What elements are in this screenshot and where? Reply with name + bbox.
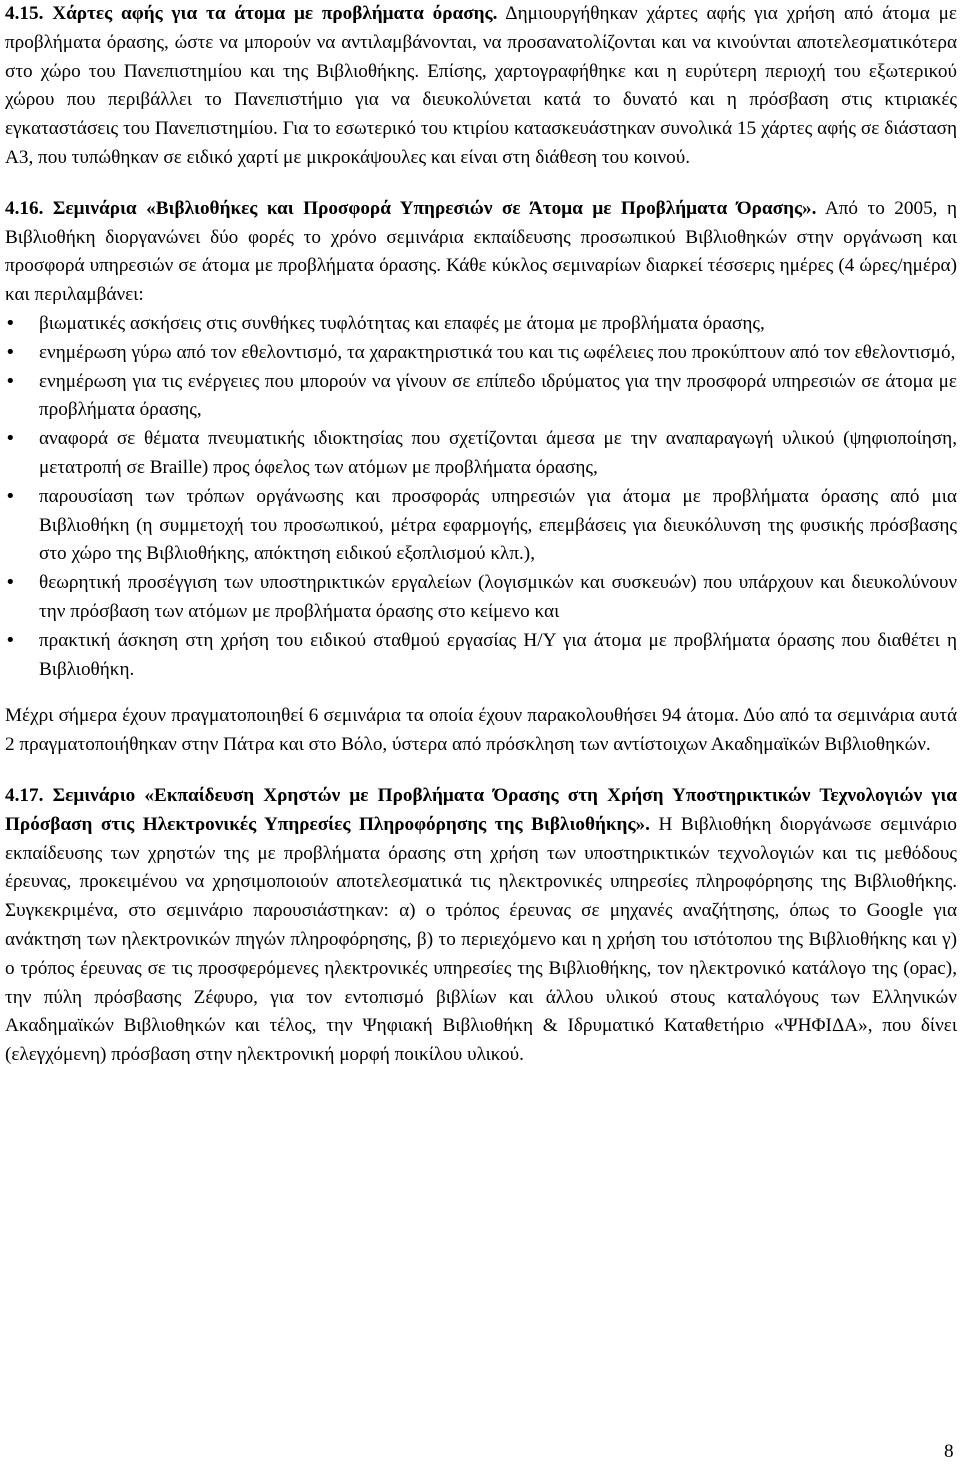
section-4-15-heading: 4.15. Χάρτες αφής για τα άτομα με προβλήματα όρασης. [5, 3, 498, 24]
section-4-15-body: Δημιουργήθηκαν χάρτες αφής για χρήση από άτομα με προβλήματα όρασης, ώστε να μπορούν να αντιλαμβάνονται, να προσανατολίζονται και να κινούνται αποτελεσματικότερα στο χώρο του Πανεπιστημίου και της Βιβλιοθήκης. Επίσης, χαρτογραφήθηκε και η ευρύτερη περιοχή του εξωτερικού χώρου που περιβάλλει το Πανεπιστήμιο για να διευκολύνεται κατά το δυνατό και η πρόσβαση στις κτιριακές εγκαταστάσεις του Πανεπιστημίου. Για το εσωτερικό του κτιρίου κατασκευάστηκαν συνολικά 15 χάρτες αφής σε διάσταση Α3, που τυπώθηκαν σε ειδικό χαρτί με μικροκάψουλες και είναι στη διάθεση του κοινού. [5, 3, 957, 168]
section-4-15 [5, 0, 957, 173]
seminars-summary: Μέχρι σήμερα έχουν πραγματοποιηθεί 6 σεμινάρια τα οποία έχουν παρακολουθήσει 94 άτομα. Δύο από τα σεμινάρια αυτά 2 πραγματοποιήθηκαν στην Πάτρα και στο Βόλο, ύστερα από πρόσκληση των αντίστοιχων Ακαδημαϊκών Βιβλιοθηκών. [5, 705, 957, 756]
section-4-17-body: Η Βιβλιοθήκη διοργάνωσε σεμινάριο εκπαίδευσης των χρηστών της με προβλήματα όρασης στη χρήση των υποστηρικτικών τεχνολογιών και τις μεθόδους έρευνας, προκειμένου να χρησιμοποιούν αποτελεσματικά τις ηλεκτρονικές υπηρεσίες πληροφόρησης της Βιβλιοθήκης. Συγκεκριμένα, στο σεμινάριο παρουσιάστηκαν: α) ο τρόπος έρευνας σε μηχανές αναζήτησης, όπως το Google για ανάκτηση των ηλεκτρονικών πηγών πληροφόρησης, β) το περιεχόμενο και η χρήση του ιστότοπου της Βιβλιοθήκης και γ) ο τρόπος έρευνας σε τις προσφερόμενες ηλεκτρονικές υπηρεσίες της Βιβλιοθήκης, τον ηλεκτρονικό κατάλογο της (opac), την πύλη πρόσβασης Ζέφυρο, για τον εντοπισμό βιβλίων και άλλου υλικού στους καταλόγους των Ελληνικών Ακαδημαϊκών Βιβλιοθηκών και τέλος, την Ψηφιακή Βιβλιοθήκη & Ιδρυματικό Καταθετήριο «ΨΗΦΙΔΑ», που δίνει (ελεγχόμενη) πρόσβαση στην ηλεκτρονική μορφή ποικίλου υλικού. [5, 813, 957, 1066]
section-4-17-heading: 4.17. Σεμινάριο «Εκπαίδευση Χρηστών με Προβλήματα Όρασης στη Χρήση Υποστηρικτικών Τεχνολογιών για Πρόσβαση στις Ηλεκτρονικές Υπηρεσίες Πληροφόρησης της Βιβλιοθήκης». [5, 784, 957, 835]
section-4-16 [5, 195, 957, 310]
list-item: • βιωματικές ασκήσεις στις συνθήκες τυφλότητας και επαφές με άτομα με προβλήματα όρασης, [5, 310, 957, 339]
page-number: 8 [944, 1441, 954, 1462]
list-item: • παρουσίαση των τρόπων οργάνωσης και προσφοράς υπηρεσιών για άτομα με προβλήματα όρασης από μια Βιβλιοθήκη (η συμμετοχή του προσωπικού, μέτρα εφαρμογής, επεμβάσεις για διευκόλυνση της φυσικής πρόσβασης στο χώρο της Βιβλιοθήκης, απόκτηση ειδικού εξοπλισμού κλπ.), [5, 483, 957, 569]
section-4-17 [5, 782, 957, 1070]
list-item: • ενημέρωση γύρω από τον εθελοντισμό, τα χαρακτηριστικά του και τις ωφέλειες που προκύπτουν από τον εθελοντισμό, [5, 339, 957, 368]
list-item: • πρακτική άσκηση στη χρήση του ειδικού σταθμού εργασίας Η/Υ για άτομα με προβλήματα όρασης που διαθέτει η Βιβλιοθήκη. [5, 627, 957, 685]
document-page [5, 0, 957, 1070]
list-item: • ενημέρωση για τις ενέργειες που μπορούν να γίνουν σε επίπεδο ιδρύματος για την προσφορά υπηρεσιών σε άτομα με προβλήματα όρασης, [5, 368, 957, 426]
section-4-16-heading: 4.16. Σεμινάρια «Βιβλιοθήκες και Προσφορά Υπηρεσιών σε Άτομα με Προβλήματα Όρασης». [5, 197, 817, 219]
seminar-topics-list [5, 310, 957, 684]
list-item: • θεωρητική προσέγγιση των υποστηρικτικών εργαλείων (λογισμικών και συσκευών) που υπάρχουν και διευκολύνουν την πρόσβαση των ατόμων με προβλήματα όρασης στο κείμενο και [5, 569, 957, 627]
section-4-16-body: Από το 2005, η Βιβλιοθήκη διοργανώνει δύο φορές το χρόνο σεμινάρια εκπαίδευσης προσωπικού Βιβλιοθηκών στην οργάνωση και προσφορά υπηρεσιών σε άτομα με προβλήματα όρασης. Κάθε κύκλος σεμιναρίων διαρκεί τέσσερις ημέρες (4 ώρες/ημέρα) και περιλαμβάνει: [5, 197, 957, 306]
list-item: • αναφορά σε θέματα πνευματικής ιδιοκτησίας που σχετίζονται άμεσα με την αναπαραγωγή υλικού (ψηφιοποίηση, μετατροπή σε Braille) προς όφελος των ατόμων με προβλήματα όρασης, [5, 425, 957, 483]
